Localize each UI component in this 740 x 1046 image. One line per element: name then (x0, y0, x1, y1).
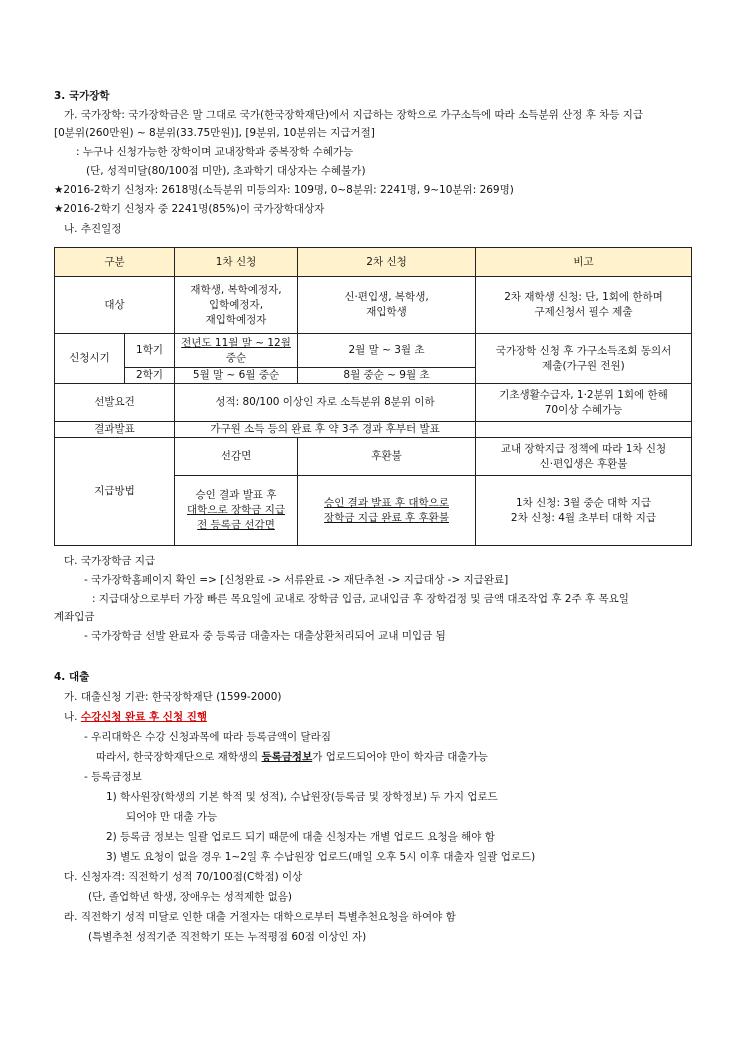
period-note-line: 국가장학 신청 후 가구소득조회 동의서 (495, 344, 672, 357)
target-second-line: 재입학생 (366, 306, 407, 318)
payment-refund-value (298, 476, 476, 546)
payment-note-bottom-line: 1차 신청: 3월 중순 대학 지급 (516, 496, 652, 509)
loan-eligibility: 다. 신청자격: 직전학기 성적 70/100점(C학점) 이상 (64, 871, 303, 883)
loan-timing (64, 710, 207, 724)
payment-waiver-line: 승인 결과 발표 후 (195, 489, 277, 501)
applicants-stat: ★2016-2학기 신청자: 2618명(소득분위 미등의자: 109명, 0~8분위: 2241명, 9~10분위: 269명) (54, 184, 514, 196)
eligible-stat: ★2016-2학기 신청자 중 2241명(85%)이 국가장학대상자 (54, 203, 325, 215)
term2-first: 5월 말 ~ 6월 중순 (175, 368, 298, 384)
term2-label: 2학기 (125, 368, 175, 384)
payment-note-bottom (476, 476, 692, 546)
selection-label: 선발요건 (55, 384, 175, 422)
loan-line-4: 1) 학사원장(학생의 기본 학적 및 성적), 수납원장(등록금 및 장학정보) 두 가지 업로드 (106, 791, 498, 803)
payment-note-top-line: 교내 장학지급 정책에 따라 1차 신청 (500, 442, 667, 455)
loan-timing-prefix: 나. (64, 711, 81, 723)
target-label: 대상 (55, 277, 175, 334)
loan-line-4-cont: 되어야 만 대출 가능 (126, 811, 218, 823)
payment-label: 지급방법 (55, 438, 175, 546)
scholarship-note-2: (단, 성적미달(80/100점 미만), 초과학기 대상자는 수혜불가) (86, 165, 366, 177)
table-row-target (55, 277, 692, 334)
term2-second: 8월 중순 ~ 9월 초 (298, 368, 476, 384)
payment-sub-waiver: 선감면 (175, 438, 298, 476)
target-first (175, 277, 298, 334)
selection-note (476, 384, 692, 422)
header-remarks: 비고 (476, 248, 692, 277)
period-label: 신청시기 (55, 334, 125, 384)
target-note-line: 2차 재학생 신청: 단, 1회에 한하며 (504, 291, 663, 303)
target-note-line: 구제신청서 필수 제출 (534, 306, 633, 318)
term1-second: 2월 말 ~ 3월 초 (298, 334, 476, 368)
term1-first (175, 334, 298, 368)
section-3-heading: 3. 국가장학 (54, 90, 110, 102)
payment-step-2: : 지급대상으로부터 가장 빠른 목요일에 교내로 장학금 입금, 교내입금 후 장학검정 및 금액 대조작업 후 2주 후 목요일 (92, 593, 629, 605)
target-first-line: 입학예정자, (208, 298, 264, 311)
target-first-line: 재학생, 복학예정자, (190, 283, 282, 296)
payment-step-2-cont: 계좌입금 (54, 611, 95, 623)
target-note (476, 277, 692, 334)
term1-label: 1학기 (125, 334, 175, 368)
result-label: 결과발표 (55, 422, 175, 438)
loan-line-2-bold: 등록금정보 (261, 751, 313, 763)
payment-waiver-value (175, 476, 298, 546)
selection-note-line: 기초생활수급자, 1·2분위 1회에 한해 (499, 388, 668, 401)
payment-step-3: - 국가장학금 선발 완료자 중 등록금 대출자는 대출상환처리되어 교내 미입금 됨 (84, 630, 446, 642)
header-first-round: 1차 신청 (175, 248, 298, 277)
payment-step-1: - 국가장학홈페이지 확인 => [신청완료 -> 서류완료 -> 재단추천 -> 지급대상 -> 지급완료] (84, 574, 509, 586)
header-category: 구분 (55, 248, 175, 277)
loan-line-5: 2) 등록금 정보는 일괄 업로드 되기 때문에 대출 신청자는 개별 업로드 요청을 해야 함 (106, 831, 495, 843)
payment-waiver-line: 전 등록금 선감면 (197, 519, 275, 531)
result-value: 가구원 소득 등의 완료 후 약 3주 경과 후부터 발표 (175, 422, 476, 438)
loan-agency: 가. 대출신청 기관: 한국장학재단 (1599-2000) (64, 691, 282, 703)
target-second-line: 신·편입생, 복학생, (344, 291, 429, 303)
scholarship-range: [0분위(260만원) ~ 8분위(33.75만원)], [9분위, 10분위는 지급거절] (54, 127, 375, 139)
payment-refund-line: 장학금 지급 완료 후 후환불 (324, 511, 449, 524)
table-row-period-term1 (55, 334, 692, 368)
loan-rejection-note: (특별추천 성적기준 직전학기 또는 누적평점 60점 이상인 자) (88, 931, 367, 943)
loan-line-2-pre: 따라서, 한국장학재단으로 재학생의 (96, 751, 262, 763)
loan-line-2-post: 가 업로드되어야 만이 학자금 대출가능 (312, 751, 488, 763)
scholarship-definition: 가. 국가장학: 국가장학금은 말 그대로 국가(한국장학재단)에서 지급하는 장학으로 가구소득에 따라 소득분위 산정 후 차등 지급 (64, 109, 644, 121)
selection-value: 성적: 80/100 이상인 자로 소득분위 8분위 이하 (175, 384, 476, 422)
payment-note-bottom-line: 2차 신청: 4월 초부터 대학 지급 (510, 511, 657, 524)
loan-line-1: - 우리대학은 수강 신청과목에 따라 등록금액이 달라짐 (84, 731, 331, 743)
table-row-payment-sub (55, 438, 692, 476)
payment-note-top-line: 신·편입생은 후환불 (539, 457, 628, 470)
loan-rejection: 라. 직전학기 성적 미달로 인한 대출 거절자는 대학으로부터 특별추천요청을 하여야 함 (64, 911, 456, 923)
result-note-empty (476, 422, 692, 438)
payment-sub-refund: 후환불 (298, 438, 476, 476)
loan-line-2 (96, 750, 488, 764)
selection-note-line: 70이상 수혜가능 (544, 403, 623, 416)
loan-timing-highlight: 수강신청 완료 후 신청 진행 (80, 711, 208, 723)
table-header-row (55, 248, 692, 277)
target-first-line: 재입학예정자 (205, 313, 267, 326)
payment-refund-line: 승인 결과 발표 후 대학으로 (324, 496, 449, 509)
term1-first-line: 중순 (225, 351, 247, 364)
target-second (298, 277, 476, 334)
loan-line-3: - 등록금정보 (84, 771, 142, 783)
loan-line-6: 3) 별도 요청이 없을 경우 1~2일 후 수납원장 업로드(매일 오후 5시 이후 대출자 일괄 업로드) (106, 851, 536, 863)
payment-waiver-line: 대학으로 장학금 지급 (187, 504, 285, 516)
schedule-table (54, 247, 692, 546)
payment-note-top (476, 438, 692, 476)
term1-first-line: 전년도 11월 말 ~ 12월 (181, 336, 291, 349)
period-note-line: 제출(가구원 전원) (542, 359, 625, 372)
loan-eligibility-note: (단, 졸업학년 학생, 장애우는 성적제한 없음) (88, 891, 292, 903)
scholarship-note-1: : 누구나 신청가능한 장학이며 교내장학과 중복장학 수혜가능 (76, 146, 354, 158)
table-row-selection (55, 384, 692, 422)
section-4-heading: 4. 대출 (54, 671, 90, 683)
schedule-heading: 나. 추진일정 (64, 223, 122, 235)
header-second-round: 2차 신청 (298, 248, 476, 277)
period-note (476, 334, 692, 384)
table-row-result (55, 422, 692, 438)
payment-heading: 다. 국가장학금 지급 (64, 555, 156, 567)
